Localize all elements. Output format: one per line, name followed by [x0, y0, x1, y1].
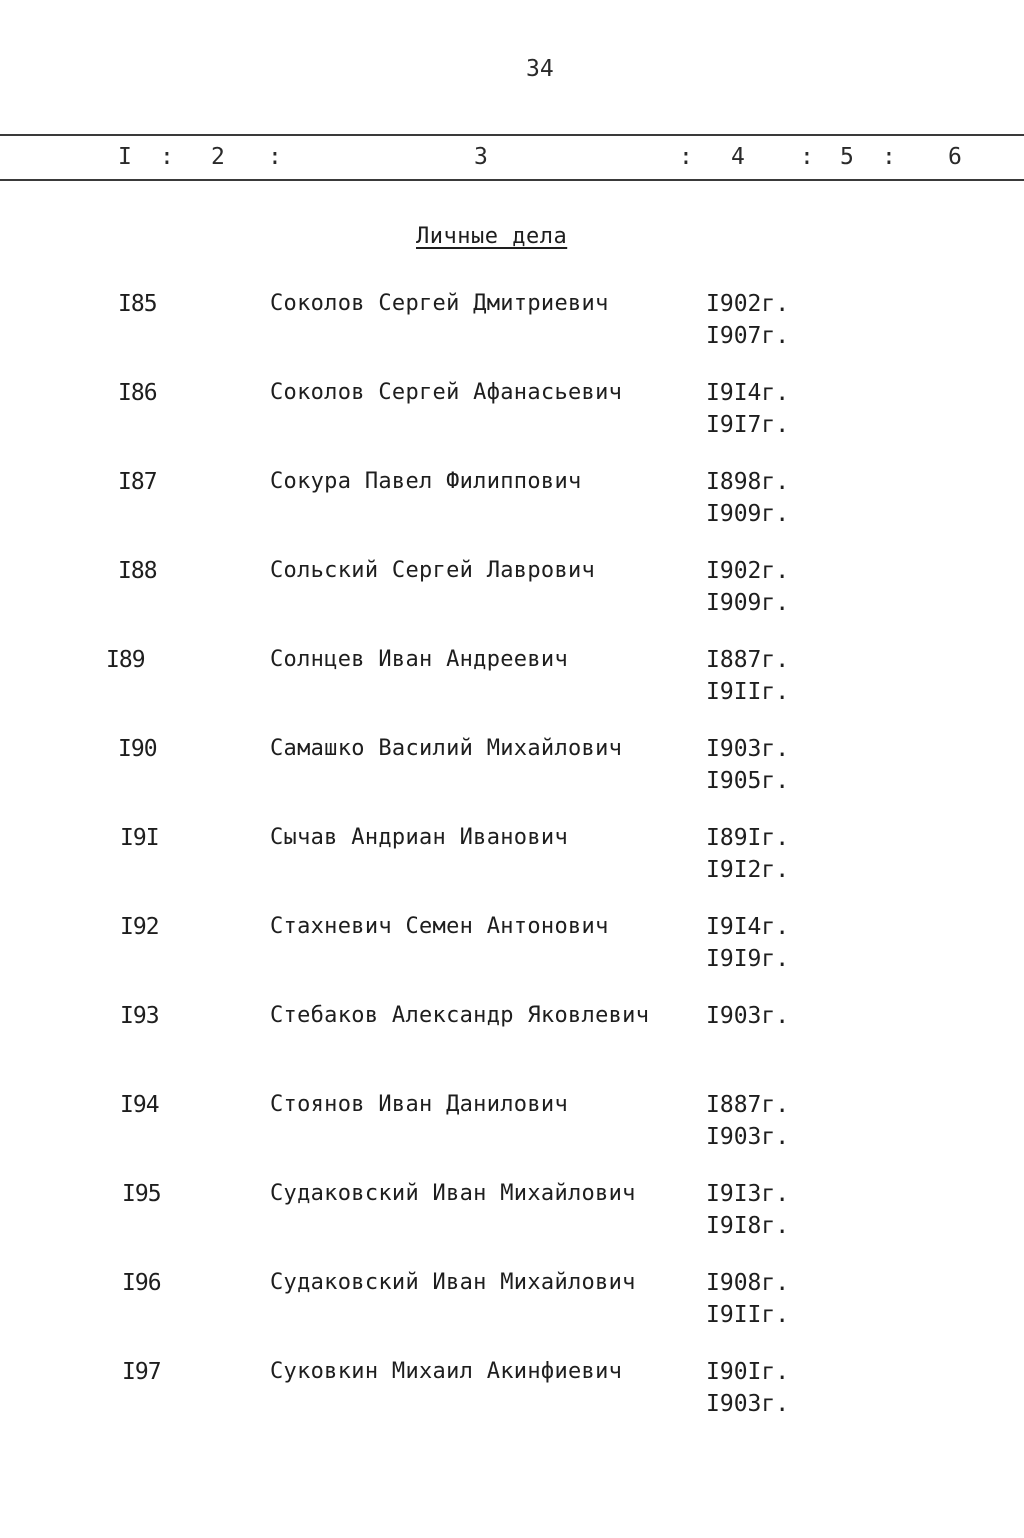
column-header-5: 5 [840, 144, 854, 170]
record-name: Сычав Андриан Иванович [270, 825, 568, 850]
column-header-4: 4 [731, 144, 745, 170]
record-row [0, 377, 1024, 466]
record-date: I903г. [706, 736, 790, 762]
record-name: Судаковский Иван Михайлович [270, 1181, 636, 1206]
record-row [0, 1178, 1024, 1267]
record-date: I89Iг. [706, 825, 790, 851]
column-separator: : [882, 144, 896, 170]
column-header-2: 2 [211, 144, 225, 170]
record-number: I95 [122, 1181, 161, 1207]
record-date: I9I4г. [706, 380, 790, 406]
record-row [0, 1356, 1024, 1445]
record-dates [706, 466, 789, 530]
record-dates [706, 822, 789, 886]
record-dates [706, 377, 789, 441]
record-row [0, 733, 1024, 822]
record-date: I9I2г. [706, 857, 790, 883]
record-number: I87 [118, 469, 157, 495]
record-row [0, 644, 1024, 733]
record-date: I903г. [706, 1391, 790, 1417]
record-name: Самашко Василий Михайлович [270, 736, 623, 761]
record-dates [706, 1000, 789, 1032]
record-date: I9I4г. [706, 914, 790, 940]
column-header-1: I [118, 144, 132, 170]
record-dates [706, 1178, 789, 1242]
record-number: I88 [118, 558, 157, 584]
record-row [0, 288, 1024, 377]
record-date: I887г. [706, 647, 790, 673]
record-dates [706, 644, 789, 708]
column-separator: : [160, 144, 174, 170]
record-date: I907г. [706, 323, 790, 349]
record-date: I903г. [706, 1124, 790, 1150]
record-dates [706, 1356, 789, 1420]
record-date: I905г. [706, 768, 790, 794]
record-date: I902г. [706, 558, 790, 584]
record-name: Стоянов Иван Данилович [270, 1092, 568, 1117]
record-number: I85 [118, 291, 157, 317]
record-date: I9I9г. [706, 946, 790, 972]
record-date: I909г. [706, 501, 790, 527]
record-row [0, 1089, 1024, 1178]
record-dates [706, 555, 789, 619]
record-dates [706, 288, 789, 352]
record-date: I902г. [706, 291, 790, 317]
record-row [0, 822, 1024, 911]
section-title: Личные дела [416, 224, 568, 249]
records-list [0, 288, 1024, 1445]
record-dates [706, 911, 789, 975]
record-date: I9IIг. [706, 1302, 790, 1328]
record-number: I90 [118, 736, 157, 762]
record-name: Судаковский Иван Михайлович [270, 1270, 636, 1295]
record-row [0, 466, 1024, 555]
record-dates [706, 1267, 789, 1331]
column-header-6: 6 [948, 144, 962, 170]
record-name: Соколов Сергей Дмитриевич [270, 291, 609, 316]
record-name: Соколов Сергей Афанасьевич [270, 380, 623, 405]
record-number: I96 [122, 1270, 161, 1296]
record-date: I90Iг. [706, 1359, 790, 1385]
record-number: I93 [120, 1003, 159, 1029]
record-number: I89 [106, 647, 145, 673]
column-header-3: 3 [474, 144, 488, 170]
record-row [0, 1267, 1024, 1356]
record-date: I887г. [706, 1092, 790, 1118]
record-date: I9I7г. [706, 412, 790, 438]
header-rule-bottom [0, 179, 1024, 181]
record-row [0, 555, 1024, 644]
record-row [0, 911, 1024, 1000]
header-rule-top [0, 134, 1024, 136]
record-name: Сокура Павел Филиппович [270, 469, 582, 494]
record-date: I9IIг. [706, 679, 790, 705]
record-date: I898г. [706, 469, 790, 495]
record-number: I92 [120, 914, 159, 940]
record-name: Сольский Сергей Лаврович [270, 558, 596, 583]
record-date: I909г. [706, 590, 790, 616]
record-number: I94 [120, 1092, 159, 1118]
record-number: I86 [118, 380, 157, 406]
record-name: Солнцев Иван Андреевич [270, 647, 568, 672]
column-separator: : [268, 144, 282, 170]
record-dates [706, 733, 789, 797]
record-name: Стебаков Александр Яковлевич [270, 1003, 650, 1028]
record-dates [706, 1089, 789, 1153]
page-number: 34 [526, 56, 554, 82]
record-name: Стахневич Семен Антонович [270, 914, 609, 939]
record-number: I9I [120, 825, 159, 851]
record-date: I9I3г. [706, 1181, 790, 1207]
record-date: I9I8г. [706, 1213, 790, 1239]
record-number: I97 [122, 1359, 161, 1385]
column-separator: : [679, 144, 693, 170]
record-date: I903г. [706, 1003, 790, 1029]
record-row [0, 1000, 1024, 1089]
record-name: Суковкин Михаил Акинфиевич [270, 1359, 623, 1384]
record-date: I908г. [706, 1270, 790, 1296]
column-separator: : [800, 144, 814, 170]
